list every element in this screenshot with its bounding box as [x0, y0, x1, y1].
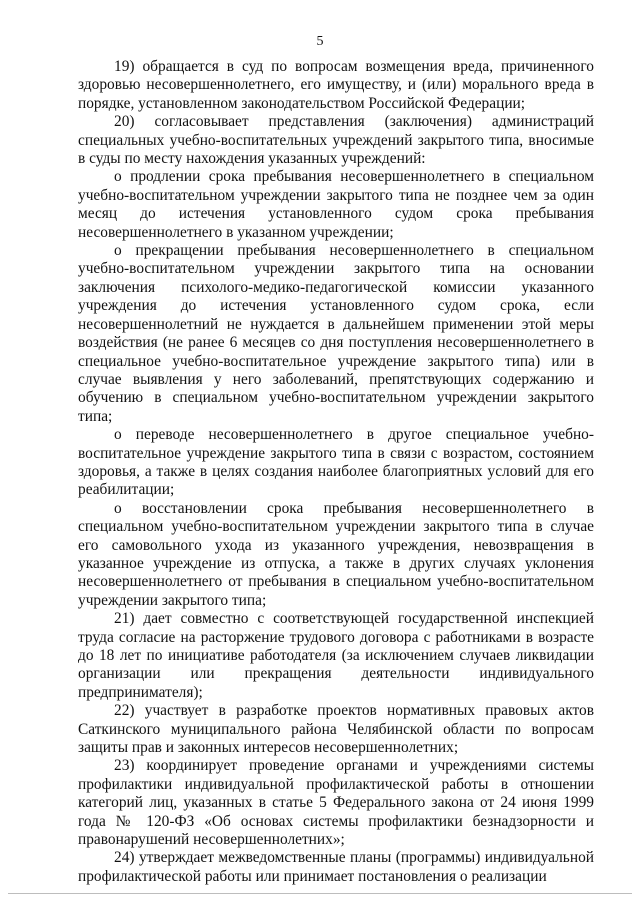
page-bottom-rule	[8, 893, 632, 894]
paragraph-item-20: 20) согласовывает представления (заключения) администраций специальных учебно-воспитательных учреждений закрытого типа, вносимые в суды по месту нахождения указанных учреждений:	[78, 113, 594, 168]
paragraph-subitem-extension: о продлении срока пребывания несовершеннолетнего в специальном учебно-воспитательном учреждении закрытого типа не позднее чем за один месяц до истечения установленного судом срока пребывания несовершеннолетнего в указанном учреждении;	[78, 168, 594, 241]
paragraph-item-23: 23) координирует проведение органами и учреждениями системы профилактики индивидуальной профилактической работы в отношении категорий лиц, указанных в статье 5 Федерального закона от 24 июня 1999 года № 120-ФЗ «Об основах системы профилактики безнадзорности и правонарушений несовершеннолетних»;	[78, 757, 594, 849]
document-body	[78, 58, 594, 886]
paragraph-item-24: 24) утверждает межведомственные планы (программы) индивидуальной профилактической работы или принимает постановления о реализации	[78, 849, 594, 885]
paragraph-item-19: 19) обращается в суд по вопросам возмещения вреда, причиненного здоровью несовершеннолетнего, его имуществу, и (или) морального вреда в порядке, установленном законодательством Российской Федерации;	[78, 58, 594, 112]
paragraph-item-21: 21) дает совместно с соответствующей государственной инспекцией труда согласие на расторжение трудового договора с работниками в возрасте до 18 лет по инициативе работодателя (за исключением случаев ликвидации организации или прекращения деятельности индивидуального предпринимателя);	[78, 610, 594, 701]
page-number: 5	[316, 34, 324, 49]
paragraph-subitem-termination: о прекращении пребывания несовершеннолетнего в специальном учебно-воспитательном учреждении закрытого типа на основании заключения психолого-медико-педагогической комиссии указанного учреждения до истечения установленного судом срока, если несовершеннолетний не нуждается в дальнейшем применении этой меры воздействия (не ранее 6 месяцев со дня поступления несовершеннолетнего в специальное учебно-воспитательное учреждение закрытого типа) или в случае выявления у него заболеваний, препятствующих содержанию и обучению в специальном учебно-воспитательном учреждении закрытого типа;	[78, 242, 594, 425]
paragraph-subitem-transfer: о переводе несовершеннолетнего в другое специальное учебно-воспитательное учреждение закрытого типа в связи с возрастом, состоянием здоровья, а также в целях создания наиболее благоприятных условий для его реабилитации;	[78, 426, 594, 499]
paragraph-subitem-restoration: о восстановлении срока пребывания несовершеннолетнего в специальном учебно-воспитательном учреждении закрытого типа в случае его самовольного ухода из указанного учреждения, невозвращения в указанное учреждение из отпуска, а также в других случаях уклонения несовершеннолетнего от пребывания в специальном учебно-воспитательном учреждении закрытого типа;	[78, 499, 594, 609]
paragraph-item-22: 22) участвует в разработке проектов нормативных правовых актов Саткинского муниципального района Челябинской области по вопросам защиты прав и законных интересов несовершеннолетних;	[78, 702, 594, 757]
